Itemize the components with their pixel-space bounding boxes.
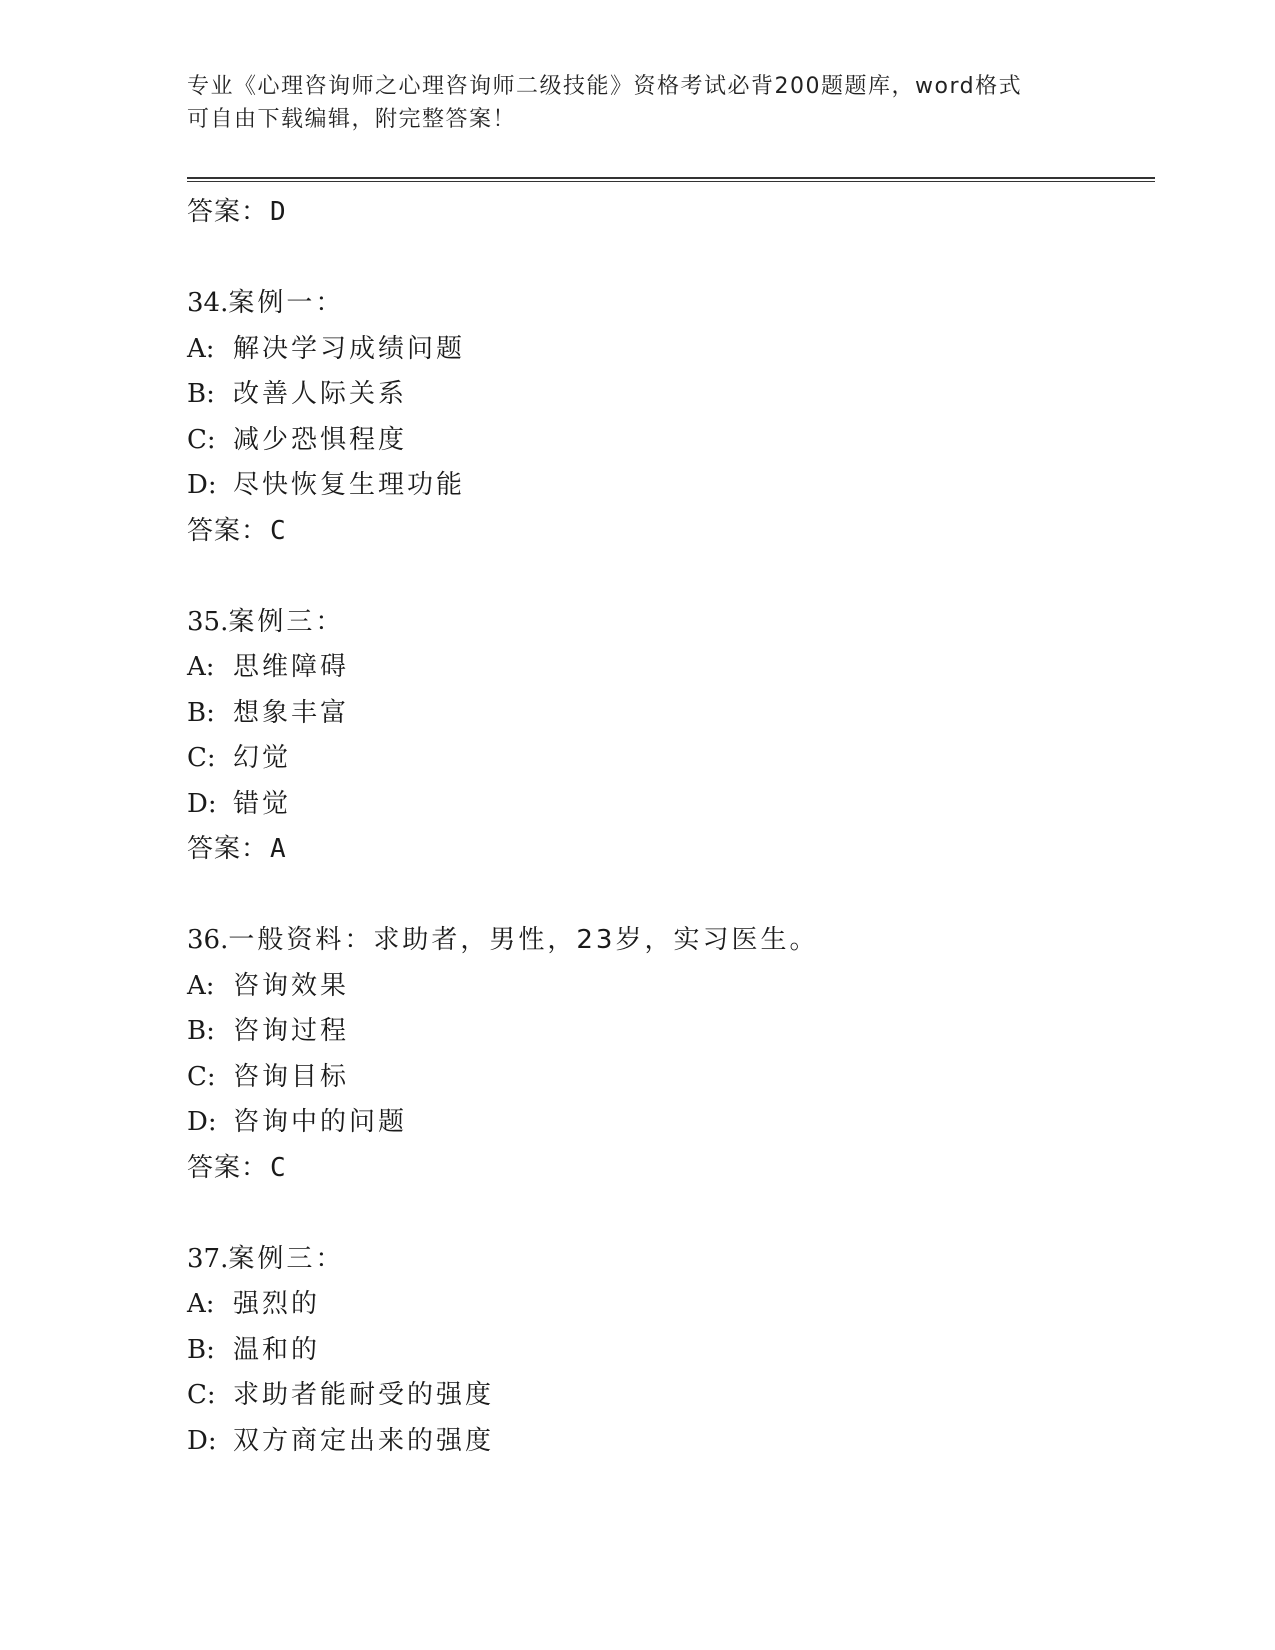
answer-value: D bbox=[270, 197, 287, 227]
question-34 bbox=[187, 281, 1147, 327]
option-key: D: bbox=[187, 1107, 217, 1137]
option-d bbox=[187, 1100, 1147, 1146]
option-text: 想象丰富 bbox=[233, 697, 350, 728]
answer-label: 答案： bbox=[187, 1152, 269, 1183]
option-c bbox=[187, 418, 1147, 464]
option-text: 改善人际关系 bbox=[233, 379, 408, 409]
option-text: 尽快恢复生理功能 bbox=[233, 470, 466, 500]
option-key: A: bbox=[187, 652, 215, 682]
answer-line bbox=[187, 190, 1147, 236]
option-key: D: bbox=[187, 1425, 217, 1456]
option-text: 解决学习成绩问题 bbox=[233, 333, 466, 364]
option-b bbox=[187, 691, 1147, 737]
option-key: B: bbox=[187, 697, 215, 728]
answer-line bbox=[187, 509, 1147, 555]
option-d bbox=[187, 1419, 1147, 1465]
question-number: 37. bbox=[187, 1243, 229, 1274]
option-key: A: bbox=[187, 970, 215, 1001]
option-c bbox=[187, 1055, 1147, 1101]
option-text: 幻觉 bbox=[233, 743, 292, 773]
option-b bbox=[187, 1328, 1147, 1374]
answer-line bbox=[187, 1146, 1147, 1192]
option-a bbox=[187, 645, 1147, 691]
header-divider bbox=[187, 177, 1155, 182]
option-key: D: bbox=[187, 470, 217, 500]
option-text: 温和的 bbox=[233, 1334, 321, 1365]
spacer bbox=[187, 554, 1147, 600]
header-line-2: 可自由下载编辑，附完整答案！ bbox=[187, 107, 517, 132]
option-text: 减少恐惧程度 bbox=[233, 424, 408, 455]
spacer bbox=[187, 236, 1147, 282]
question-number: 36. bbox=[187, 925, 229, 955]
option-key: B: bbox=[187, 1016, 215, 1046]
answer-value: A bbox=[270, 834, 287, 864]
option-text: 咨询目标 bbox=[233, 1061, 350, 1092]
question-36 bbox=[187, 918, 1147, 964]
answer-label: 答案： bbox=[187, 515, 269, 546]
option-d bbox=[187, 463, 1147, 509]
question-37 bbox=[187, 1237, 1147, 1283]
option-a bbox=[187, 1282, 1147, 1328]
option-c bbox=[187, 736, 1147, 782]
option-key: A: bbox=[187, 333, 215, 364]
answer-value: C bbox=[270, 515, 287, 546]
spacer bbox=[187, 1191, 1147, 1237]
option-key: C: bbox=[187, 743, 216, 773]
question-number: 35. bbox=[187, 606, 229, 637]
option-key: C: bbox=[187, 1061, 216, 1092]
option-text: 求助者能耐受的强度 bbox=[233, 1380, 495, 1410]
document-body bbox=[187, 190, 1147, 1464]
header-line-1: 专业《心理咨询师之心理咨询师二级技能》资格考试必背200题题库，word格式 bbox=[187, 74, 1023, 99]
option-key: C: bbox=[187, 1380, 216, 1410]
option-text: 双方商定出来的强度 bbox=[233, 1425, 495, 1456]
option-b bbox=[187, 372, 1147, 418]
document-header bbox=[187, 70, 1067, 136]
option-text: 强烈的 bbox=[233, 1289, 321, 1319]
question-text: 案例三： bbox=[228, 606, 345, 637]
option-key: B: bbox=[187, 379, 215, 409]
question-35 bbox=[187, 600, 1147, 646]
option-text: 咨询中的问题 bbox=[233, 1107, 408, 1137]
option-text: 思维障碍 bbox=[233, 652, 350, 682]
option-a bbox=[187, 964, 1147, 1010]
option-text: 咨询过程 bbox=[233, 1016, 350, 1046]
answer-label: 答案： bbox=[187, 197, 269, 227]
option-key: D: bbox=[187, 788, 217, 819]
option-c bbox=[187, 1373, 1147, 1419]
option-a bbox=[187, 327, 1147, 373]
option-d bbox=[187, 782, 1147, 828]
answer-value: C bbox=[270, 1152, 287, 1183]
option-text: 错觉 bbox=[233, 788, 292, 819]
question-number: 34. bbox=[187, 288, 229, 318]
option-text: 咨询效果 bbox=[233, 970, 350, 1001]
question-text: 一般资料：求助者，男性，23岁，实习医生。 bbox=[228, 925, 819, 955]
option-key: A: bbox=[187, 1289, 215, 1319]
question-text: 案例一： bbox=[228, 288, 345, 318]
answer-label: 答案： bbox=[187, 834, 269, 864]
spacer bbox=[187, 873, 1147, 919]
answer-line bbox=[187, 827, 1147, 873]
option-key: B: bbox=[187, 1334, 215, 1365]
option-b bbox=[187, 1009, 1147, 1055]
option-key: C: bbox=[187, 424, 216, 455]
question-text: 案例三： bbox=[228, 1243, 345, 1274]
